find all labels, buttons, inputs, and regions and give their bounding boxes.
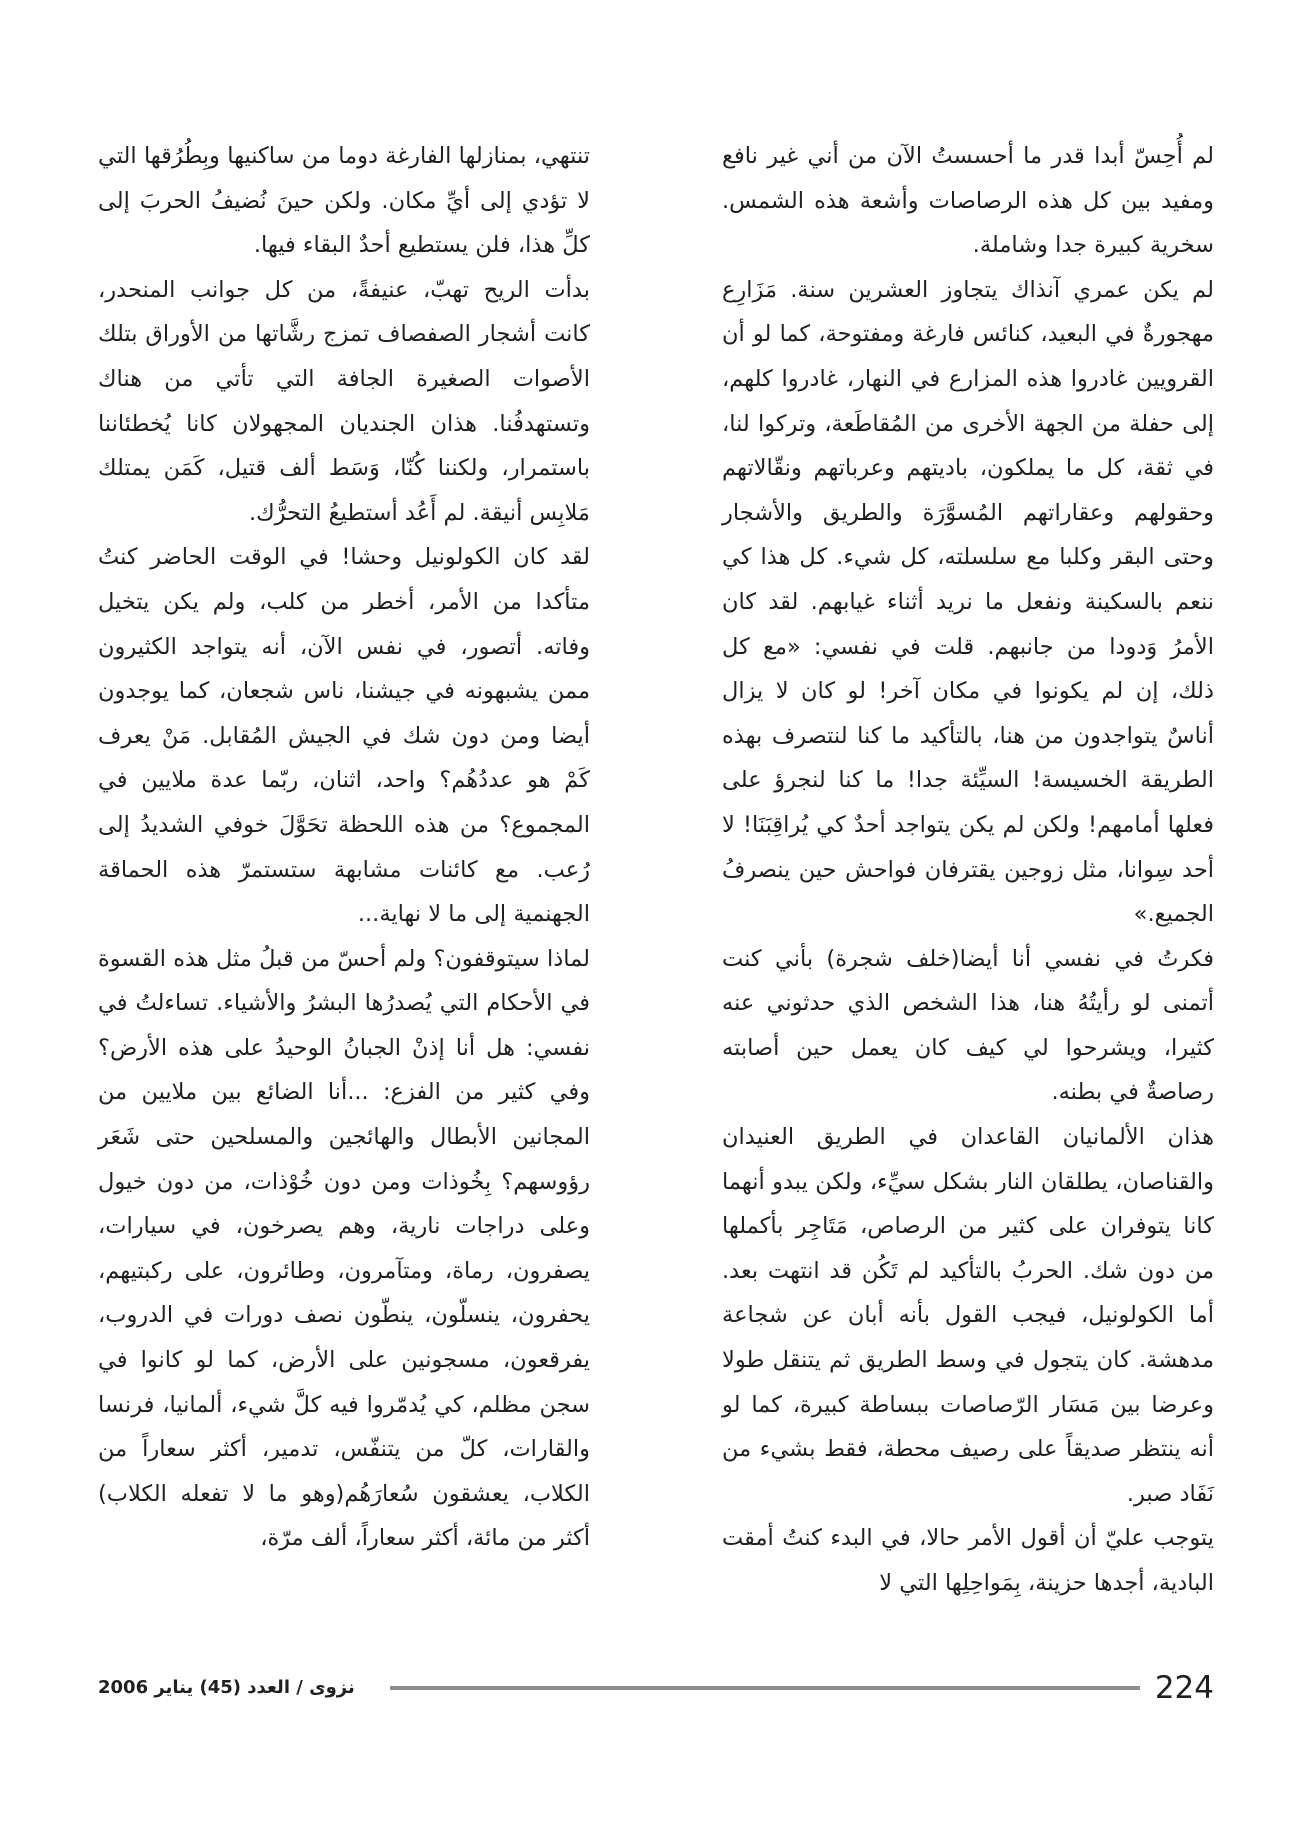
paragraph: بدأت الريح تهبّ، عنيفةً، من كل جوانب المنحدر، كانت أشجار الصفصاف تمزج رشَّاتها من الأوراق بتلك الأصوات الصغيرة الجافة التي تأتي من هناك وتستهدفُنا. هذان الجنديان المجهولان كانا يُخطئاننا باستمرار، ولكننا كُنّا، وَسَط ألف قتيل، كَمَن يمتلك مَلابِس أنيقة. لم أَعُد أستطيعُ التحرُّك.	[98, 276, 590, 526]
paragraph: هذان الألمانيان القاعدان في الطريق العنيدان والقناصان، يطلقان النار بشكل سيِّء، ولكن يبدو أنهما كانا يتوفران على كثير من الرصاص، مَتَاجِر بأكملها من دون شك. الحربُ بالتأكيد لم تَكُن قد انتهت بعد. أما الكولونيل، فيجب القول بأنه أبان عن شجاعة مدهشة. كان يتجول في وسط الطريق ثم يتنقل طولا وعرضا بين مَسَار الرّصاصات ببساطة كبيرة، كما لو أنه ينتظر صديقاً على رصيف محطة، فقط بشيء من نَفَاد صبر.	[722, 1124, 1214, 1507]
journal-issue-line: نزوى / العدد (45) يناير 2006	[98, 1677, 355, 1698]
footer-rule	[390, 1686, 1140, 1690]
text-column-right	[722, 134, 1214, 1606]
paragraph: لم يكن عمري آنذاك يتجاوز العشرين سنة. مَزَارِع مهجورةٌ في البعيد، كنائس فارغة ومفتوحة، كما لو أن القرويين غادروا هذه المزارع في النهار، غادروا كلهم، إلى حفلة من الجهة الأخرى من المُقاطَعة، وتركوا لنا، في ثقة، كل ما يملكون، باديتهم وعرباتهم ونقّالاتهم وحقولهم وعقاراتهم المُسوَّرَة والطريق والأشجار وحتى البقر وكلبا مع سلسلته، كل شيء. كل هذا كي ننعم بالسكينة ونفعل ما نريد أثناء غيابهم. لقد كان الأمرُ وَدودا من جانبهم. قلت في نفسي: «مع كل ذلك، إن لم يكونوا في مكان آخر! لو كان لا يزال أناسٌ يتواجدون من هنا، بالتأكيد ما كنا لنتصرف بهذه الطريقة الخسيسة! السيِّئة جدا! ما كنا لنجرؤ على فعلها أمامهم! ولكن لم يكن يتواجد أحدٌ كي يُراقِبَنَا! لا أحد سِوانا، مثل زوجين يقترفان فواحش حين ينصرفُ الجميع.»	[722, 276, 1214, 928]
paragraph: لم أُحِسّ أبدا قدر ما أحسستُ الآن من أني غير نافع ومفيد بين كل هذه الرصاصات وأشعة هذه الشمس. سخرية كبيرة جدا وشاملة.	[722, 143, 1214, 259]
paragraph: لماذا سيتوقفون؟ ولم أحسّ من قبلُ مثل هذه القسوة في الأحكام التي يُصدرُها البشرُ والأشياء. تساءلتُ في نفسي: هل أنا إذنْ الجبانُ الوحيدُ على هذه الأرض؟ وفي كثير من الفزع: ...أنا الضائع بين ملايين من المجانين الأبطال والهائجين والمسلحين حتى شَعَر رؤوسهم؟ بِخُوذات ومن دون خُوْذات، من دون خيول وعلى دراجات نارية، وهم يصرخون، في سيارات، يصفرون، رماة، ومتآمرون، وطائرون، على ركبتيهم، يحفرون، ينسلّون، ينطّون نصف دورات في الدروب، يفرقعون، مسجونين على الأرض، كما لو كانوا في سجن مظلم، كي يُدمّروا فيه كلَّ شيء، ألمانيا، فرنسا والقارات، كلّ من يتنفّس، تدمير، أكثر سعاراً من الكلاب، يعشقون سُعارَهُم(وهو ما لا تفعله الكلاب) أكثر من مائة، أكثر سعاراً، ألف مرّة،	[98, 945, 590, 1552]
text-column-left	[98, 134, 590, 1561]
paragraph: فكرتُ في نفسي أنا أيضا(خلف شجرة) بأني كنت أتمنى لو رأيتُهُ هنا، هذا الشخص الذي حدثوني عنه كثيرا، ويشرحوا لي كيف كان يعمل حين أصابته رصاصةٌ في بطنه.	[722, 945, 1214, 1106]
paragraph: يتوجب عليّ أن أقول الأمر حالا، في البدء كنتُ أمقت البادية، أجدها حزينة، بِمَواحِلِها التي لا	[722, 1525, 1214, 1596]
page-footer	[98, 1668, 1214, 1712]
page-number: 224	[1154, 1670, 1214, 1706]
paragraph: لقد كان الكولونيل وحشا! في الوقت الحاضر كنتُ متأكدا من الأمر، أخطر من كلب، ولم يكن يتخيل وفاته. أتصور، في نفس الآن، أنه يتواجد الكثيرون ممن يشبهونه في جيشنا، ناس شجعان، كما يوجدون أيضا ومن دون شك في الجيش المُقابل. مَنْ يعرف كَمْ هو عددُهُم؟ واحد، اثنان، ربّما عدة ملايين في المجموع؟ من هذه اللحظة تحَوَّلَ خوفي الشديدُ إلى رُعب. مع كائنات مشابهة ستستمرّ هذه الحماقة الجهنمية إلى ما لا نهاية...	[98, 544, 590, 928]
paragraph: تنتهي، بمنازلها الفارغة دوما من ساكنيها وبِطُرُقها التي لا تؤدي إلى أيِّ مكان. ولكن حينَ نُضيفُ الحربَ إلى كلِّ هذا، فلن يستطيع أحدٌ البقاء فيها.	[98, 143, 590, 259]
